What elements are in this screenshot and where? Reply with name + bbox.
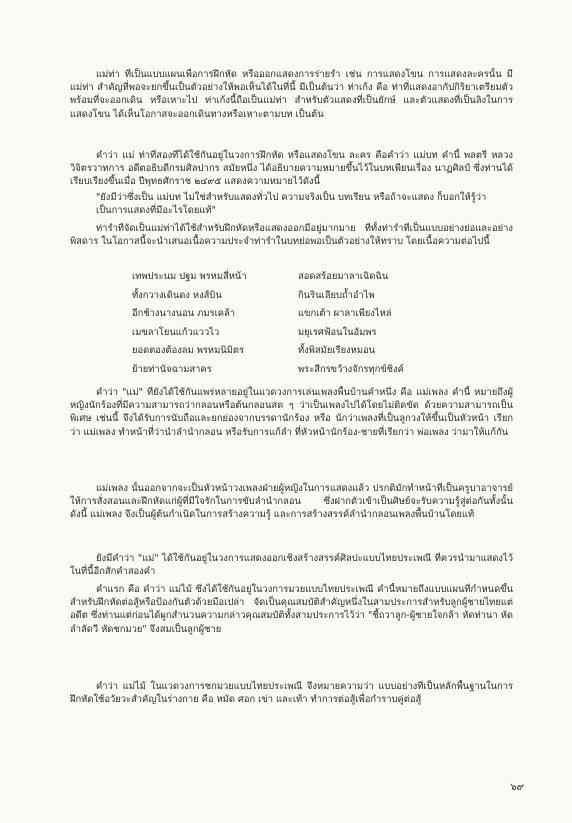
poem-line (132, 287, 492, 306)
paragraph-other-terms: ยังมีคำว่า "แม่" ได้ใช้กันอยู่ในวงการแสดงออกเชิงสร้างสรรค์ศิลปะแบบไทยประเพณี ที่ควรนำมาแสดงไว้ในที่นี้อีกสักคำสองคำ (70, 553, 513, 578)
poem-line (132, 342, 492, 361)
paragraph-mae-mai-muay: คำว่า แม่ไม้ ในแวดวงการชกมวยแบบไทยประเพณี จึงหมายความว่า แบบอย่างที่เป็นหลักพื้นฐานในการฝึกหัดใช้อวัยวะสำคัญในร่างกาย คือ หมัด ศอก เข่า และเท้า ทำการต่อสู้เพื่อกำราบคู่ต่อสู้ (70, 681, 513, 706)
poem-right: มยุเรศฟ้อนในอัมพร (298, 326, 377, 338)
poem-left: อีกช้างนางนอน ภมรเคล้า (132, 308, 236, 320)
poem-line (132, 361, 492, 380)
poem-right: ทั้งพิสมัยเรียงหมอน (298, 345, 376, 357)
poem-line (132, 324, 492, 343)
quote-block: "ยังมีว่าซึ่งเป็น แม่บท ไม่ใช่สำหรับแสดงทั่วไป ความจริงเป็น บทเรียน หรือถ้าจะแสดง ก็บอกให้รู้ว่า เป็นการแสดงที่มีอะไรโดยแท้" (96, 192, 487, 217)
poem-left: ย้ายท่านัจฉามสาคร (132, 363, 212, 375)
paragraph-mae-pleng: คำว่า "แม่" ที่ยังได้ใช้กันแพร่หลายอยู่ในแวดวงการเล่นเพลงพื้นบ้านคำหนึ่ง คือ แม่เพลง คำนี้ หมายถึงผู้หญิงนักร้องที่มีความสามารถว่ากลอนหรือต้นกลอนสด ๆ ว่าเป็นเพลงไปได้โดยไม่ติดขัด ด้วยความสามารถเป็นพิเศษ เช่นนี้ จึงได้รับการนับถือและยกย่องจากบรรดานักร้อง หรือ นักว่าเพลงที่เป็นลูกวงให้ขึ้นเป็นหัวหน้า เรียกว่า แม่เพลง ทำหน้าที่ว่านำลำนำกลอน หรือรับการแก้ลำ ที่หัวหน้านักร้อง-ชายที่เรียกว่า พ่อเพลง ว่ามาให้แก้กัน (70, 387, 513, 438)
paragraph-mae-mai: คำแรก คือ คำว่า แม่ไม้ ซึ่งได้ใช้กันอยู่ในวงการมวยแบบไทยประเพณี คำนี้หมายถึงแบบแผนที่กำหนดขึ้นสำหรับฝึกหัดต่อสู้หรือป้องกันตัวด้วยมือเปล่า จัดเป็นคุณสมบัติสำคัญหนึ่งในสามประการสำหรับลูกผู้ชายไทยแต่อดีต ซึ่งท่านแต่ก่อนได้ผูกสำนวนความกล่าวคุณสมบัติทั้งสามประการไว้ว่า "ชี้ถวาลูก-ผู้ชายใจกล้า หัดท่านา หัดลำลัดวี หัดชกมวย" จึงสมเป็นลูกผู้ชาย (70, 584, 513, 635)
paragraph-mae-pleng-teacher: แม่เพลง นั้นออกจากจะเป็นหัวหน้าวงเพลงฝ่ายผู้หญิงในการแสดงแล้ว ปรกติมักทำหน้าที่เป็นครูบาอาจารย์ให้การสั่งสอนและฝึกหัดแก่ผู้ที่มีใจรักในการขับลำนำกลอน ซึ่งฝากตัวเข้าเป็นศิษย์จะรับความรู้สู่ต่อกันทั้งนั้น ดังนี้ แม่เพลง จึงเป็นผู้ต้นกำเนิดในการสร้างความรู้ และการสร้างสรรค์ลำนำกลอนเพลงพื้นบ้านโดยแท้ (70, 483, 513, 521)
poem-right: กินรินเลียบถ้ำอำไพ (298, 289, 375, 301)
poem-left: เมขลาโยนแก้วแววไว (132, 326, 220, 338)
page-number: ๖๙ (510, 782, 524, 793)
poem-right: แขกเต้า ผาลาเพียงไหล่ (298, 308, 392, 320)
poem-right: สอดสร้อยมาลาเฉิดฉิน (298, 271, 389, 282)
poem-line (132, 305, 492, 324)
poem-line (132, 268, 492, 287)
poem-left: ทั้งกวางเดินดง หงส์บิน (132, 289, 222, 301)
poem-left: ยอดตองต้องลม พรหมนิมิตร (132, 345, 244, 357)
poem-verses (132, 268, 492, 380)
poem-left: เทพประนม ปฐม พรหมสี่หน้า (132, 271, 247, 282)
paragraph-mae-tha: แม่ท่า ที่เป็นแบบแผนเพื่อการฝึกหัด หรือออกแสดงการร่ายรำ เช่น การแสดงโขน การแสดงละครนั้น มี แม่ท่า สำคัญที่พอจะยกขึ้นเป็นตัวอย่างให้พอเห็นได้ในที่นี้ มีเป็นต้นว่า ท่าเก้ง คือ ท่าที่แสดงอากัปกิริยาเตรียมตัวพร้อมที่จะออกเดิน หรือเหาะไป ท่าเก้งนี้ถือเป็นแม่ท่า สำหรับตัวแสดงที่เป็นยักษ์ และตัวแสดงที่เป็นลิงในการแสดงโขน ได้เห็นโอกาสจะออกเดินทางหรือเหาะตามบท เป็นต้น (70, 69, 513, 120)
paragraph-mae-bot: คำว่า แม่ ท่าที่สองที่ได้ใช้กันอยู่ในวงการฝึกหัด หรือแสดงโขน ละคร คือคำว่า แม่บท คำนี้ พลตรี หลวงวิจิตรวาทการ อดีตอธิบดีกรมศิลปากร สมัยหนึ่ง ได้อธิบายความหมายขึ้นไว้ในบทเพียนเรื่อง นาฏศิลป์ ซึ่งท่านได้เรียบเรียงขึ้นเมื่อ ปีพุทธศักราช ๒๔๙๕ แสดงความหมายไว้ดังนี้ (70, 150, 513, 188)
paragraph-tha-ram: ท่ารำที่จัดเป็นแม่ท่าได้ใช้สำหรับฝึกหัดหรือแสดงออกมีอยู่มากมาย ที่ทั้งท่ารำที่เป็นแบบอย่างย่อและอย่างพิสดาร ในโอกาสนี้จะนำเสนอเนื้อความประจำท่ารำในบทย่อพอเป็นตัวอย่างให้ทราบ โดยเนื้อความต่อไปนี้ (70, 223, 513, 248)
poem-right: พระสีกรขว้างจักรทุกข์ชิงค์ (298, 363, 404, 375)
